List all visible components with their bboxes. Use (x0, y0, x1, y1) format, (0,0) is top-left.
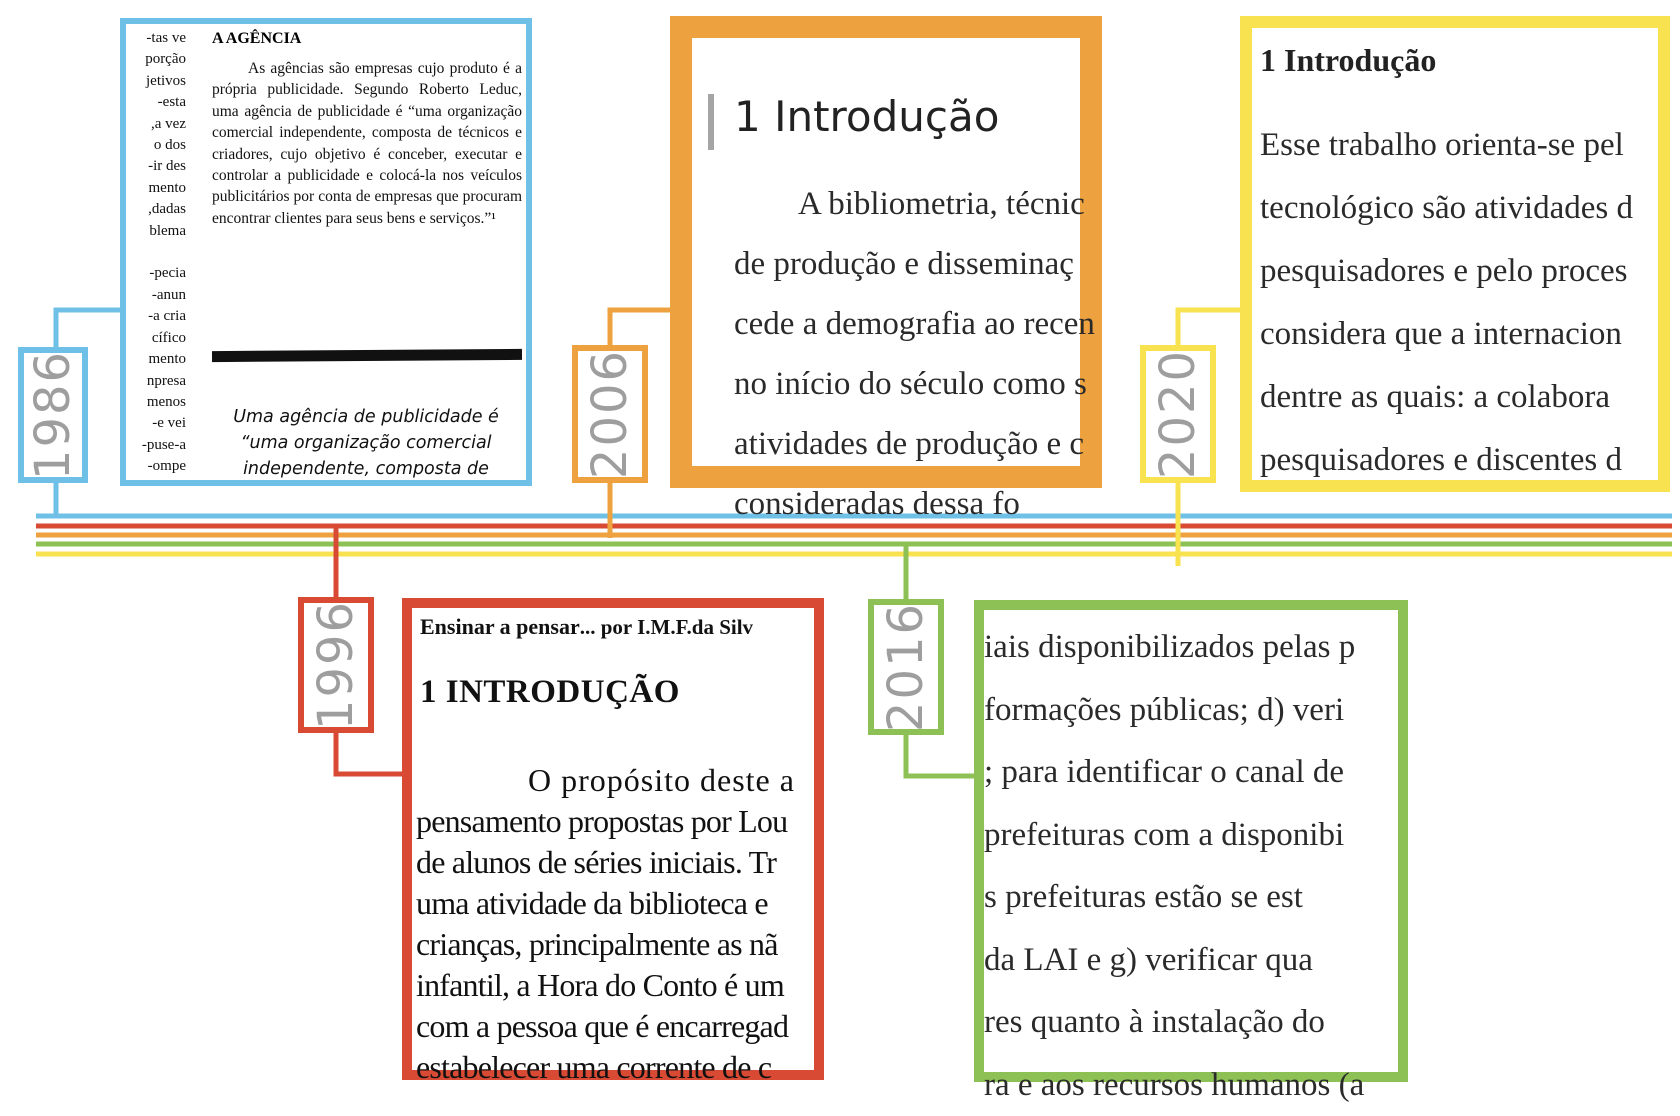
text-line: o dos (126, 135, 186, 156)
text-line: s prefeituras estão se est (984, 866, 1364, 929)
text-line: pesquisadores e discentes d (1260, 429, 1633, 492)
year-text: 2006 (582, 349, 638, 479)
text-line: tecnológico são atividades d (1260, 177, 1633, 240)
text-line: esta- (126, 92, 186, 113)
text-line: dadas, (126, 199, 186, 220)
paragraph: As agências são empresas cujo produto é a própria publicidade. Segundo Roberto Leduc, uma agência de publicidade é “uma organização comercial independente, composta de técnicos e criadores, cujo objetivo é conceber, executar e controlar a publicidade e colocá-la nos veículos publicitários por conta de empresas que procuram encontrar clientes para seus bens e serviços.”¹ (212, 58, 522, 229)
paragraph-lines (984, 616, 1364, 1116)
year-text: 2020 (1150, 349, 1206, 479)
year-label-2020 (1140, 345, 1216, 483)
text-line: com a pessoa que é encarregad (416, 1006, 795, 1047)
connector-1986-card (56, 310, 120, 350)
running-head-title: Ensinar a pensar (420, 614, 580, 639)
text-line: a cria- (126, 306, 186, 327)
text-line: jetivos (126, 71, 186, 92)
text-line: pecia- (126, 263, 186, 284)
year-label-2016 (868, 599, 944, 735)
text-line: prefeituras com a disponibi (984, 804, 1364, 867)
text-line: A bibliometria, técnic (734, 174, 1095, 234)
running-head (420, 614, 753, 640)
document-excerpt-1996 (402, 598, 824, 1080)
connector-2006-card (610, 310, 670, 348)
section-title: 1 Introdução (734, 92, 999, 141)
title-accent-bar (708, 94, 714, 150)
connector-2020-card (1178, 310, 1240, 348)
text-line: ir des- (126, 156, 186, 177)
text-line: menos (126, 392, 186, 413)
paragraph-lines (1260, 114, 1633, 492)
text-line: blema (126, 221, 186, 242)
text-line (126, 242, 186, 263)
text-line: puse-a- (126, 435, 186, 456)
text-line: infantil, a Hora do Conto é um (416, 965, 795, 1006)
year-label-1986 (18, 347, 88, 483)
year-label-2006 (572, 345, 648, 483)
text-line: cede a demografia ao recen (734, 294, 1095, 354)
left-column-fragments (126, 28, 186, 478)
text-line: ra e aos recursos humanos (a (984, 1054, 1364, 1116)
redaction-bar (212, 349, 522, 362)
connector-1996-card (336, 730, 402, 774)
section-heading: A AGÊNCIA (212, 30, 522, 48)
text-line: iais disponibilizados pelas p (984, 616, 1364, 679)
year-text: 1986 (25, 350, 81, 480)
text-line: ; para identificar o canal de (984, 741, 1364, 804)
text-line: mento (126, 349, 186, 370)
text-line: Esse trabalho orienta-se pel (1260, 114, 1633, 177)
text-line: dentre as quais: a colabora (1260, 366, 1633, 429)
year-text: 1996 (308, 600, 364, 730)
document-excerpt-2020 (1240, 16, 1670, 492)
text-line: anun- (126, 285, 186, 306)
text-line: res quanto à instalação do (984, 991, 1364, 1054)
paragraph-lines (416, 760, 795, 1088)
text-line: porção (126, 49, 186, 70)
document-excerpt-2006 (670, 16, 1102, 488)
year-label-1996 (298, 597, 374, 733)
text-line: cífico (126, 328, 186, 349)
text-line: pensamento propostas por Lou (416, 801, 795, 842)
text-line: crianças, principalmente as nã (416, 924, 795, 965)
year-text: 2016 (878, 602, 934, 732)
text-line: no início do século como s (734, 354, 1095, 414)
text-line: considera que a internacion (1260, 303, 1633, 366)
text-line: e vei- (126, 413, 186, 434)
pull-quote: Uma agência de publicidade é “uma organização comercial independente, composta de (216, 404, 516, 482)
text-line: formações públicas; d) veri (984, 679, 1364, 742)
text-line: O propósito deste a (416, 760, 795, 801)
document-excerpt-1986 (120, 18, 532, 486)
text-line: da LAI e g) verificar qua (984, 929, 1364, 992)
paragraph-lines (734, 174, 1095, 534)
text-line: a vez, (126, 114, 186, 135)
text-line: mento (126, 178, 186, 199)
text-line: npresa (126, 371, 186, 392)
text-line: estabelecer uma corrente de c (416, 1047, 795, 1088)
connector-2016-card (906, 732, 974, 776)
section-title: 1 Introdução (1260, 42, 1436, 79)
text-line: de alunos de séries iniciais. Tr (416, 842, 795, 883)
document-excerpt-2016 (974, 600, 1408, 1082)
text-line: uma atividade da biblioteca e (416, 883, 795, 924)
text-line: pesquisadores e pelo proces (1260, 240, 1633, 303)
text-line: de produção e disseminaç (734, 234, 1095, 294)
text-line: ompe- (126, 456, 186, 477)
text-line: atividades de produção e c (734, 414, 1095, 474)
section-title: 1 INTRODUÇÃO (420, 674, 680, 711)
text-line: tas ve- (126, 28, 186, 49)
running-head-author: ... por I.M.F.da Silv (580, 615, 753, 639)
text-line: consideradas dessa fo (734, 474, 1095, 534)
